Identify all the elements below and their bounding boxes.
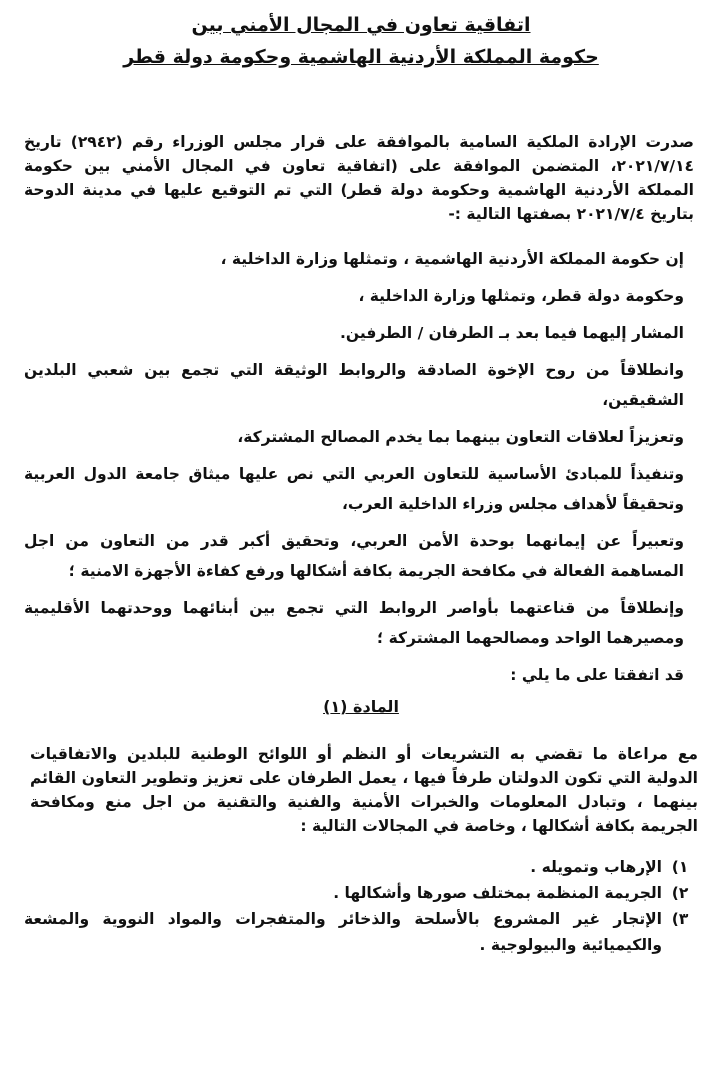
clause: قد اتفقتا على ما يلي : [510,666,684,684]
clause: إن حكومة المملكة الأردنية الهاشمية ، وتمثلها وزارة الداخلية ، [220,250,684,268]
document-title-line2: حكومة المملكة الأردنية الهاشمية وحكومة دولة قطر [123,46,599,68]
clause: وحكومة دولة قطر، وتمثلها وزارة الداخلية ، [358,287,684,305]
list-item [24,906,698,958]
clause: وانطلاقاً من روح الإخوة الصادقة والروابط الوثيقة التي تجمع بين شعبي البلدين الشقيقين، [24,361,684,409]
fields-list [24,854,698,958]
article-title: المادة (١) [323,697,399,716]
list-number: ١) [671,857,689,876]
list-number: ٢) [671,883,689,902]
clause: وتعبيراً عن إيمانهما بوحدة الأمن العربي، وتحقيق أكبر قدر من التعاون من اجل المساهمة الفعالة في مكافحة الجريمة بكافة أشكالها ورفع كفاءة الأجهزة الامنية ؛ [24,532,684,580]
preamble-clauses [24,244,698,690]
list-item [24,880,698,906]
intro-paragraph: صدرت الإرادة الملكية السامية بالموافقة على قرار مجلس الوزراء رقم (٢٩٤٢) تاريخ ٢٠٢١/٧/١٤، المتضمن الموافقة على (اتفاقية تعاون في المجال الأمني بين حكومة المملكة الأردنية الهاشمية وحكومة دولة قطر) التي تم التوقيع عليها في مدينة الدوحة بتاريخ ٢٠٢١/٧/٤ بصفتها التالية :- [24,133,694,223]
clause: وتعزيزاً لعلاقات التعاون بينهما بما يخدم المصالح المشتركة، [237,428,684,446]
document-title-line1: اتفاقية تعاون في المجال الأمني بين [191,14,531,36]
clause: وتنفيذاً للمبادئ الأساسية للتعاون العربي التي نص عليها ميثاق جامعة الدول العربية وتحقيقاً لأهداف مجلس وزراء الداخلية العرب، [24,465,684,513]
clause: المشار إليهما فيما بعد بـ الطرفان / الطرفين. [340,324,684,342]
article-body: مع مراعاة ما تقضي به التشريعات أو النظم أو اللوائح الوطنية للبلدين والاتفاقيات الدولية التي تكون الدولتان طرفاً فيها ، يعمل الطرفان على تعزيز وتطوير التعاون القائم بينهما ، وتبادل المعلومات والخبرات الأمنية والفنية والتقنية من اجل منع ومكافحة الجريمة بكافة أشكالها ، وخاصة في المجالات التالية : [30,745,698,835]
list-number: ٣) [671,909,689,928]
clause: وإنطلاقاً من قناعتهما بأواصر الروابط التي تجمع بين أبنائهما ووحدتهما الأقليمية ومصيرهما الواحد ومصالحهما المشتركة ؛ [24,599,684,647]
list-text: الإرهاب وتمويله . [530,857,662,876]
list-text: الإتجار غير المشروع بالأسلحة والذخائر والمتفجرات والمواد النووية والمشعة والكيميائية والبيولوجية . [24,909,662,954]
list-text: الجريمة المنظمة بمختلف صورها وأشكالها . [333,883,662,902]
list-item [24,854,698,880]
